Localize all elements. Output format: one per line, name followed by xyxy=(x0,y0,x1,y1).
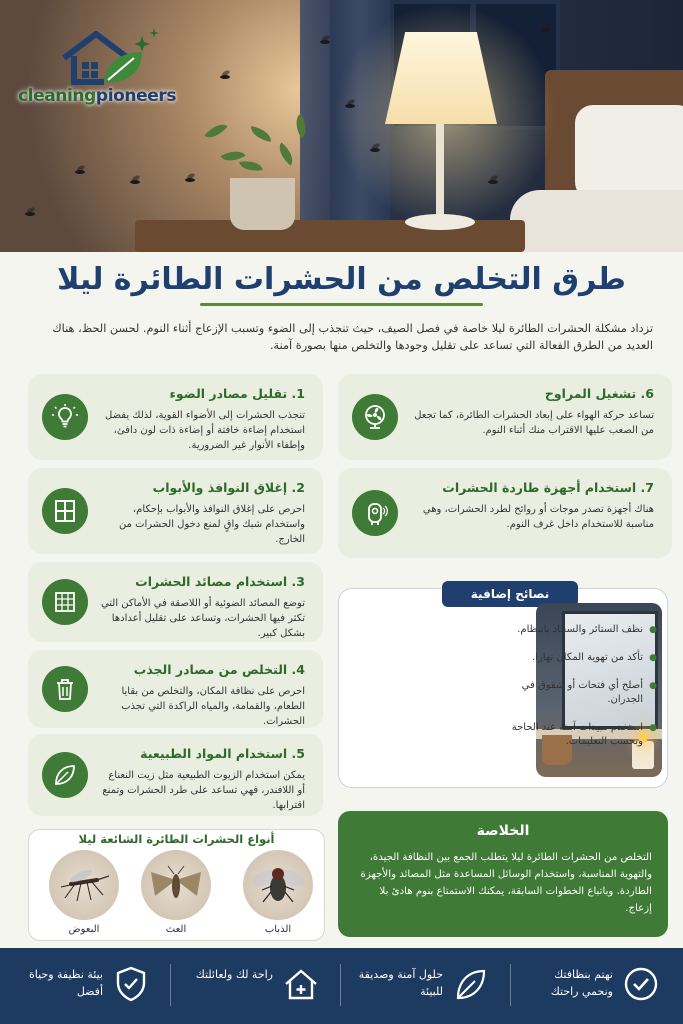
flying-bug xyxy=(370,148,380,152)
lightbulb-icon xyxy=(51,403,79,431)
lamp-base xyxy=(405,214,475,230)
insects-title: أنواع الحشرات الطائرة الشائعة ليلا xyxy=(78,832,275,846)
lamp-stem xyxy=(436,124,444,216)
footer-item xyxy=(513,962,683,1010)
method-icon-circle xyxy=(352,394,398,440)
summary-title: الخلاصة xyxy=(476,823,530,839)
tip-item: ● تأكد من تهوية المكان نهارا. xyxy=(487,651,657,665)
fly-icon xyxy=(243,850,313,920)
insect-label: الذباب xyxy=(264,924,292,935)
footer-bar xyxy=(0,948,683,1024)
insect-label: العث xyxy=(165,924,187,935)
method-text: تنجذب الحشرات إلى الأضواء القوية، لذلك يفضل استخدام إضاءة خافتة أو إضاءة ذات لون دافئ، وإطفاء الأنوار غير الضرورية. xyxy=(105,410,305,451)
brand-wordmark xyxy=(18,86,176,106)
footer-item xyxy=(173,962,343,1010)
flying-bug xyxy=(320,40,330,44)
method-card-5 xyxy=(28,734,323,816)
house-plus-icon xyxy=(281,964,321,1004)
flying-bug xyxy=(345,104,355,108)
tip-item: ● استخدم مبيدات آمنة عند الحاجة وبحسب التعليمات. xyxy=(487,721,657,749)
method-icon-circle xyxy=(42,394,88,440)
flying-bug xyxy=(25,212,35,216)
extra-tips-box xyxy=(338,588,668,788)
method-title: 1. تقليل مصادر الضوء xyxy=(169,386,305,401)
brand-name-part2: pioneers xyxy=(95,86,177,106)
method-text: هناك أجهزة تصدر موجات أو روائح لطرد الحشرات، وهي مناسبة للاستخدام داخل غرف النوم. xyxy=(422,504,654,530)
repellent-plug-icon xyxy=(361,499,389,527)
insect-card xyxy=(241,850,315,935)
fan-icon xyxy=(361,403,389,431)
summary-text: التخلص من الحشرات الطائرة ليلا يتطلب الجمع بين النظافة الجيدة، والتهوية المناسبة، واستخدام الوسائل المساعدة مثل المصائد والأجهزة الطاردة. وباتباع الخطوات السابقة، يمكنك الاستمتاع بنوم هادئ بلا إزعاج. xyxy=(360,852,652,914)
footer-text: بيئة نظيفة وحياة أفضل xyxy=(28,968,103,998)
hero-image xyxy=(0,0,683,252)
method-text: احرص على إغلاق النوافذ والأبواب بإحكام، واستخدام شبك واقٍ لمنع دخول الحشرات من الخارج. xyxy=(118,504,305,545)
common-insects-box xyxy=(28,829,325,941)
plant-pot xyxy=(230,178,295,230)
method-text: يمكن استخدام الزيوت الطبيعية مثل زيت النعناع أو اللافندر، فهي تساعد على طرد الحشرات وتمنع اقترابها. xyxy=(102,770,305,811)
tip-item: ● أصلح أي فتحات أو شقوق في الجدران. xyxy=(487,679,657,707)
tips-heading: نصائح إضافية xyxy=(442,581,578,607)
leaf-icon xyxy=(451,964,491,1004)
flying-bug xyxy=(130,180,140,184)
pillow xyxy=(575,105,683,200)
flying-bug xyxy=(185,178,195,182)
method-text: توضع المصائد الضوئية أو اللاصقة في الأماكن التي تكثر فيها الحشرات، وتساعد على تقليل أعدادها بشكل كبير. xyxy=(100,598,305,639)
method-icon-circle xyxy=(42,579,88,625)
check-circle-icon xyxy=(621,964,661,1004)
method-title: 6. تشغيل المراوح xyxy=(544,386,654,401)
flying-bug xyxy=(75,170,85,174)
flying-bug xyxy=(220,75,230,79)
method-card-3 xyxy=(28,562,323,642)
method-icon-circle xyxy=(42,488,88,534)
method-card-2 xyxy=(28,468,323,554)
leaf-icon xyxy=(51,761,79,789)
brand-name-part1: cleaning xyxy=(18,86,96,106)
brand-logo xyxy=(18,28,198,113)
window-icon xyxy=(51,497,79,525)
method-icon-circle xyxy=(352,490,398,536)
method-text: تساعد حركة الهواء على إبعاد الحشرات الطائرة، كما تجعل من الصعب عليها الاقتراب منك أثناء النوم. xyxy=(414,410,654,436)
footer-item xyxy=(3,962,173,1010)
trap-grid-icon xyxy=(51,588,79,616)
mosquito-icon xyxy=(49,850,119,920)
shield-check-icon xyxy=(111,964,151,1004)
method-title: 3. استخدام مصائد الحشرات xyxy=(135,574,305,589)
method-card-4 xyxy=(28,650,323,728)
footer-text: نهتم بنظافتك ونحمي راحتك xyxy=(550,968,613,998)
summary-box xyxy=(338,811,668,937)
tip-item: ● نظف الستائر والسجاد بانتظام. xyxy=(487,623,657,637)
flying-bug xyxy=(540,28,550,32)
moth-icon xyxy=(141,850,211,920)
tips-list xyxy=(487,623,657,763)
method-title: 4. التخلص من مصادر الجذب xyxy=(133,662,305,677)
insect-card xyxy=(139,850,213,935)
insect-card xyxy=(47,850,121,935)
page-title: طرق التخلص من الحشرات الطائرة ليلا xyxy=(57,262,626,297)
house-leaf-logo-icon xyxy=(56,28,166,88)
footer-text: راحة لك ولعائلتك xyxy=(195,968,273,981)
trash-can-icon xyxy=(51,675,79,703)
method-icon-circle xyxy=(42,752,88,798)
footer-text: حلول آمنة وصديقة للبيئة xyxy=(358,968,443,998)
method-title: 2. إغلاق النوافذ والأبواب xyxy=(152,480,305,495)
insect-label: البعوض xyxy=(68,924,100,935)
footer-item xyxy=(343,962,513,1010)
method-title: 7. استخدام أجهزة طاردة الحشرات xyxy=(442,480,654,495)
method-text: احرص على نظافة المكان، والتخلص من بقايا الطعام، والقمامة، والمياه الراكدة التي تجذب الحشرات. xyxy=(121,686,305,727)
flying-bug xyxy=(488,180,498,184)
method-title: 5. استخدام المواد الطبيعية xyxy=(140,746,305,761)
method-icon-circle xyxy=(42,666,88,712)
intro-paragraph: تزداد مشكلة الحشرات الطائرة ليلا خاصة في فصل الصيف، حيث تنجذب إلى الضوء وتسبب الإزعاج أثناء النوم. لحسن الحظ، هناك العديد من الطرق الفعالة التي تساعد على تقليل وجودها والتخلص منها بصورة آمنة. xyxy=(52,322,653,352)
method-card-7 xyxy=(338,468,672,558)
method-card-6 xyxy=(338,374,672,460)
method-card-1 xyxy=(28,374,323,460)
title-underline xyxy=(200,303,483,306)
